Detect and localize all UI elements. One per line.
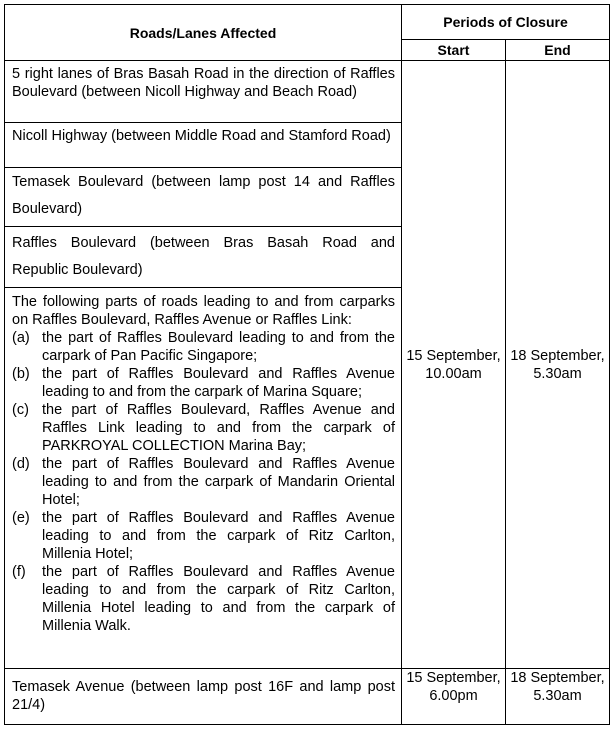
list-item-text: the part of Raffles Boulevard and Raffles Avenue leading to and from the carpark of Mandarin Oriental Hotel; — [42, 456, 395, 508]
list-item — [12, 401, 395, 455]
header-roads: Roads/Lanes Affected — [5, 5, 402, 61]
list-item-label: (c) — [12, 402, 29, 418]
list-item-text: the part of Raffles Boulevard, Raffles Avenue and Raffles Link leading to and from the carpark of PARKROYAL COLLECTION Marina Bay; — [42, 402, 395, 454]
list-item — [12, 365, 395, 401]
list-item-label: (d) — [12, 456, 30, 472]
list-item-text: the part of Raffles Boulevard and Raffles Avenue leading to and from the carpark of Marina Square; — [42, 366, 395, 400]
period-start-main: 15 September, 10.00am — [402, 61, 506, 669]
period-end-main: 18 September, 5.30am — [506, 61, 610, 669]
header-periods: Periods of Closure — [402, 5, 610, 40]
road-row-1: 5 right lanes of Bras Basah Road in the direction of Raffles Boulevard (between Nicoll Highway and Beach Road) — [5, 61, 402, 123]
header-end: End — [506, 40, 610, 61]
header-start: Start — [402, 40, 506, 61]
road-row-4: Raffles Boulevard (between Bras Basah Road and Republic Boulevard) — [5, 227, 402, 288]
list-item — [12, 455, 395, 509]
list-item — [12, 329, 395, 365]
list-item-label: (e) — [12, 510, 30, 526]
period-end-last: 18 September, 5.30am — [506, 669, 610, 725]
road-row-6: Temasek Avenue (between lamp post 16F and lamp post 21/4) — [5, 669, 402, 725]
road-row-2: Nicoll Highway (between Middle Road and Stamford Road) — [5, 123, 402, 168]
list-item — [12, 509, 395, 563]
list-item-label: (a) — [12, 330, 30, 346]
carpark-list — [12, 329, 395, 635]
list-item-text: the part of Raffles Boulevard leading to and from the carpark of Pan Pacific Singapore; — [42, 330, 395, 364]
road-row-3: Temasek Boulevard (between lamp post 14 and Raffles Boulevard) — [5, 168, 402, 227]
list-item-label: (b) — [12, 366, 30, 382]
period-start-last: 15 September, 6.00pm — [402, 669, 506, 725]
road-row-5 — [5, 288, 402, 669]
list-item-label: (f) — [12, 564, 26, 580]
road-closure-table — [4, 4, 610, 725]
list-item — [12, 563, 395, 635]
road-row-5-intro: The following parts of roads leading to and from carparks on Raffles Boulevard, Raffles Avenue or Raffles Link: — [12, 294, 395, 328]
list-item-text: the part of Raffles Boulevard and Raffles Avenue leading to and from the carpark of Ritz Carlton, Millenia Hotel leading to and from the carpark of Millenia Walk. — [42, 564, 395, 634]
list-item-text: the part of Raffles Boulevard and Raffles Avenue leading to and from the carpark of Ritz Carlton, Millenia Hotel; — [42, 510, 395, 562]
